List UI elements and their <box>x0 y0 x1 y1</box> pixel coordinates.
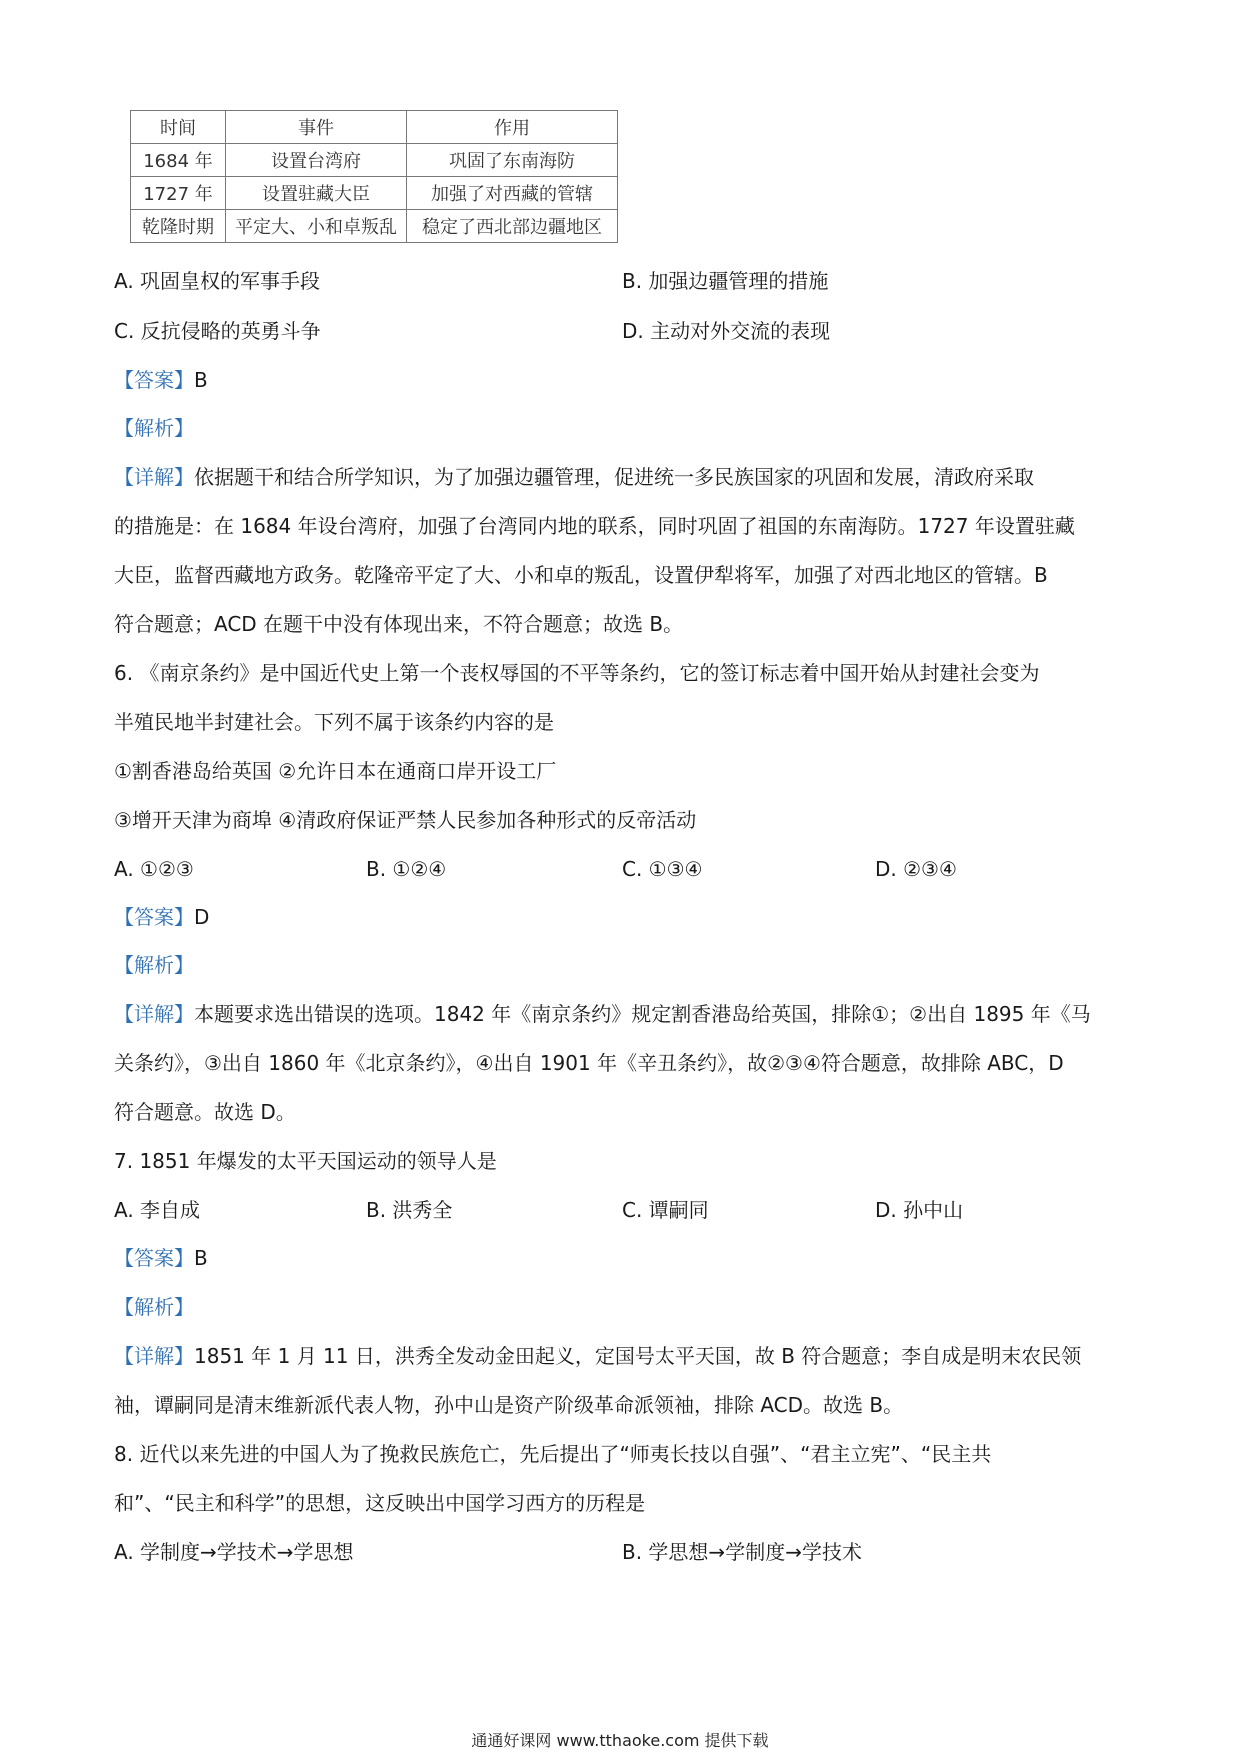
table-cell: 设置台湾府 <box>226 144 407 177</box>
q7-detail-line: 袖，谭嗣同是清末维新派代表人物，孙中山是资产阶级革命派领袖，排除 ACD。故选 B。 <box>114 1393 904 1417</box>
detail-text: 本题要求选出错误的选项。1842 年《南京条约》规定割香港岛给英国，排除①；②出自 1895 年《马 <box>194 1002 1091 1026</box>
table-cell: 1727 年 <box>131 177 226 210</box>
q6-detail-line: 符合题意。故选 D。 <box>114 1100 296 1124</box>
table-cell: 稳定了西北部边疆地区 <box>407 210 618 243</box>
q5-option-a: A. 巩固皇权的军事手段 <box>114 269 321 293</box>
answer-label: 【答案】 <box>114 1246 194 1270</box>
detail-text: 1851 年 1 月 11 日，洪秀全发动金田起义，定国号太平天国，故 B 符合题意；李自成是明末农民领 <box>194 1344 1082 1368</box>
q6-option-c: C. ①③④ <box>622 857 703 881</box>
table-header: 时间 <box>131 111 226 144</box>
answer-value: B <box>194 1246 208 1270</box>
detail-label: 【详解】 <box>114 1344 194 1368</box>
q8-stem: 8. 近代以来先进的中国人为了挽救民族危亡，先后提出了“师夷长技以自强”、“君主立宪”、“民主共 <box>114 1442 992 1466</box>
page-footer: 通通好课网 www.tthaoke.com 提供下载 <box>471 1731 769 1750</box>
table-cell: 加强了对西藏的管辖 <box>407 177 618 210</box>
q7-detail-line <box>114 1342 1081 1370</box>
q7-option-d: D. 孙中山 <box>875 1198 964 1222</box>
q6-detail-line: 关条约》，③出自 1860 年《北京条约》，④出自 1901 年《辛丑条约》，故②③④符合题意，故排除 ABC，D <box>114 1051 1064 1075</box>
detail-label: 【详解】 <box>114 465 194 489</box>
q7-answer <box>114 1244 208 1272</box>
q8-option-a: A. 学制度→学技术→学思想 <box>114 1540 354 1564</box>
answer-value: B <box>194 368 208 392</box>
q5-option-d: D. 主动对外交流的表现 <box>622 319 831 343</box>
table-header: 事件 <box>226 111 407 144</box>
table-header: 作用 <box>407 111 618 144</box>
events-table <box>130 110 618 243</box>
q7-stem: 7. 1851 年爆发的太平天国运动的领导人是 <box>114 1149 497 1173</box>
table-cell: 设置驻藏大臣 <box>226 177 407 210</box>
q5-answer <box>114 366 208 394</box>
q5-option-c: C. 反抗侵略的英勇斗争 <box>114 319 321 343</box>
q8-stem: 和”、“民主和科学”的思想，这反映出中国学习西方的历程是 <box>114 1491 646 1515</box>
q7-option-b: B. 洪秀全 <box>366 1198 453 1222</box>
q6-detail-line <box>114 1000 1091 1028</box>
q6-option-a: A. ①②③ <box>114 857 194 881</box>
q5-detail-line: 大臣，监督西藏地方政务。乾隆帝平定了大、小和卓的叛乱，设置伊犁将军，加强了对西北地区的管辖。B <box>114 563 1048 587</box>
q6-answer <box>114 903 209 931</box>
detail-label: 【详解】 <box>114 1002 194 1026</box>
answer-label: 【答案】 <box>114 905 194 929</box>
table-header-row <box>131 111 618 144</box>
q7-analysis-label: 【解析】 <box>114 1295 194 1319</box>
q5-detail-line: 的措施是：在 1684 年设台湾府，加强了台湾同内地的联系，同时巩固了祖国的东南海防。1727 年设置驻藏 <box>114 514 1075 538</box>
q5-analysis-label: 【解析】 <box>114 416 194 440</box>
detail-text: 依据题干和结合所学知识，为了加强边疆管理，促进统一多民族国家的巩固和发展，清政府采取 <box>194 465 1034 489</box>
q6-items: ①割香港岛给英国 ②允许日本在通商口岸开设工厂 <box>114 759 557 783</box>
q6-option-d: D. ②③④ <box>875 857 957 881</box>
q7-option-c: C. 谭嗣同 <box>622 1198 709 1222</box>
table-cell: 巩固了东南海防 <box>407 144 618 177</box>
q6-items: ③增开天津为商埠 ④清政府保证严禁人民参加各种形式的反帝活动 <box>114 808 697 832</box>
q6-stem: 半殖民地半封建社会。下列不属于该条约内容的是 <box>114 710 554 734</box>
answer-value: D <box>194 905 210 929</box>
table-cell: 乾隆时期 <box>131 210 226 243</box>
q5-detail-line: 符合题意；ACD 在题干中没有体现出来，不符合题意；故选 B。 <box>114 612 684 636</box>
q6-analysis-label: 【解析】 <box>114 953 194 977</box>
q6-option-b: B. ①②④ <box>366 857 447 881</box>
table-cell: 1684 年 <box>131 144 226 177</box>
q5-detail-line <box>114 463 1034 491</box>
table-row <box>131 177 618 210</box>
answer-label: 【答案】 <box>114 368 194 392</box>
table-row <box>131 210 618 243</box>
q5-option-b: B. 加强边疆管理的措施 <box>622 269 829 293</box>
q7-option-a: A. 李自成 <box>114 1198 201 1222</box>
q8-option-b: B. 学思想→学制度→学技术 <box>622 1540 862 1564</box>
q6-stem: 6. 《南京条约》是中国近代史上第一个丧权辱国的不平等条约，它的签订标志着中国开始从封建社会变为 <box>114 661 1040 685</box>
table-row <box>131 144 618 177</box>
table-cell: 平定大、小和卓叛乱 <box>226 210 407 243</box>
